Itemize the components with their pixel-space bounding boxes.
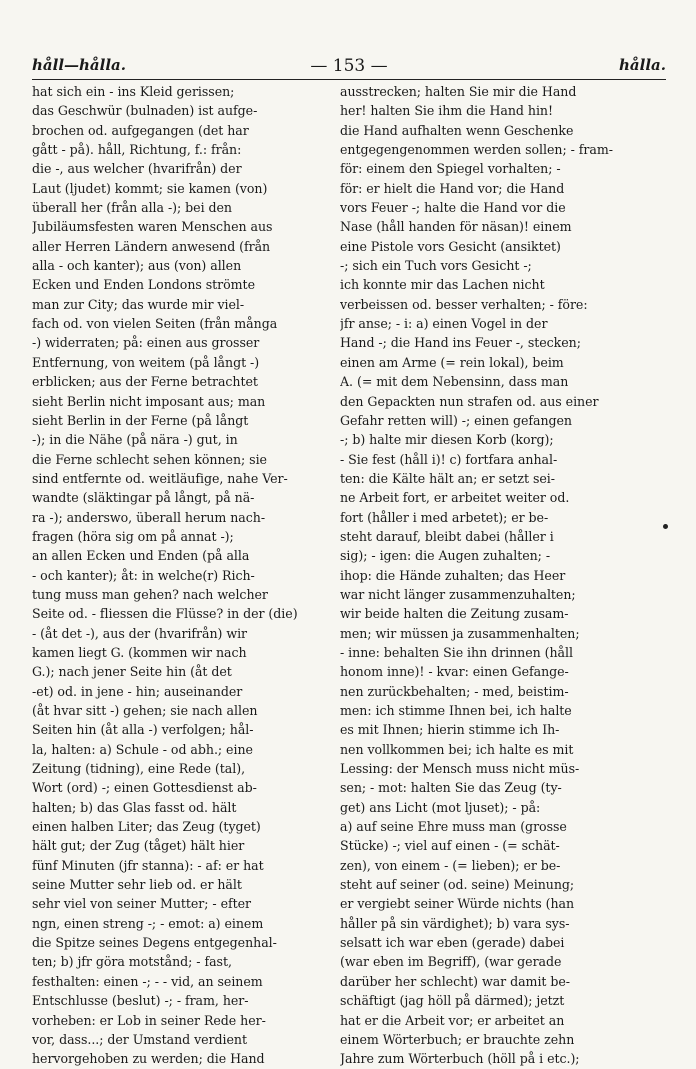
text-line: A. (= mit dem Nebensinn, dass man xyxy=(340,374,569,390)
text-line: verbeissen od. besser verhalten; - före: xyxy=(340,296,588,312)
text-line: Nase (håll handen för näsan)! einem xyxy=(340,219,572,235)
text-line: nen vollkommen bei; ich halte es mit xyxy=(340,741,574,757)
text-line: hervorgehoben zu werden; die Hand xyxy=(32,1051,265,1067)
text-line: hat er die Arbeit vor; er arbeitet an xyxy=(340,1012,565,1028)
text-line: sind entfernte od. weitläufige, nahe Ver- xyxy=(32,470,288,486)
text-line: einen am Arme (= rein lokal), beim xyxy=(340,354,564,370)
text-line: ten; b) jfr göra motstånd; - fast, xyxy=(32,954,232,970)
text-line: la, halten: a) Schule - od abh.; eine xyxy=(32,741,253,757)
text-line: fragen (höra sig om på annat -); xyxy=(32,528,234,544)
text-line: nen zurückbehalten; - med, beistim- xyxy=(340,683,569,699)
text-line: Gefahr retten will) -; einen gefangen xyxy=(340,412,572,428)
text-line: Wort (ord) -; einen Gottesdienst ab- xyxy=(32,780,257,796)
text-line: aller Herren Ländern anwesend (från xyxy=(32,238,271,254)
page-header xyxy=(32,56,666,76)
text-line: es mit Ihnen; hierin stimme ich Ih- xyxy=(340,722,560,738)
text-line: Zeitung (tidning), eine Rede (tal), xyxy=(32,761,246,777)
text-line: sieht Berlin in der Ferne (på långt xyxy=(32,412,249,428)
text-line: seine Mutter sehr lieb od. er hält xyxy=(32,877,242,893)
text-line: för: er hielt die Hand vor; die Hand xyxy=(340,180,565,196)
text-line: Seiten hin (åt alla -) verfolgen; hål- xyxy=(32,722,254,738)
text-line: sehr viel von seiner Mutter; - efter xyxy=(32,896,251,912)
text-line: ra -); anderswo, überall herum nach- xyxy=(32,509,266,525)
text-line: brochen od. aufgegangen (det har xyxy=(32,122,249,138)
text-line: die Hand aufhalten wenn Geschenke xyxy=(340,122,574,138)
text-line: einem Wörterbuch; er brauchte zehn xyxy=(340,1031,575,1047)
text-line: hat sich ein - ins Kleid gerissen; xyxy=(32,84,235,99)
text-line: jfr anse; - i: a) einen Vogel in der xyxy=(340,316,548,332)
text-line: fünf Minuten (jfr stanna): - af: er hat xyxy=(32,857,264,873)
text-line: fort (håller i med arbetet); er be- xyxy=(340,509,549,525)
text-line: ausstrecken; halten Sie mir die Hand xyxy=(340,84,577,99)
left-column xyxy=(32,82,336,1069)
text-line: ngn, einen streng -; - emot: a) einem xyxy=(32,915,264,931)
text-line: er vergiebt seiner Würde nichts (han xyxy=(340,896,575,912)
text-line: för: einem den Spiegel vorhalten; - xyxy=(340,161,561,177)
text-line: einen halben Liter; das Zeug (tyget) xyxy=(32,819,261,835)
text-line: get) ans Licht (mot ljuset); - på: xyxy=(340,799,541,815)
text-line: Jubiläumsfesten waren Menschen aus xyxy=(32,219,273,235)
text-line: wir beide halten die Zeitung zusam- xyxy=(340,606,569,622)
text-line: alla - och kanter); aus (von) allen xyxy=(32,258,242,274)
text-line: men; wir müssen ja zusammenhalten; xyxy=(340,625,580,641)
text-line: håller på sin värdighet); b) vara sys- xyxy=(340,915,570,931)
text-line: Hand -; die Hand ins Feuer -, stecken; xyxy=(340,335,581,351)
text-line: - och kanter); åt: in welche(r) Rich- xyxy=(32,567,255,583)
text-line: steht auf seiner (od. seine) Meinung; xyxy=(340,877,575,893)
text-line: war nicht länger zusammenzuhalten; xyxy=(340,586,576,602)
text-line: vor, dass...; der Umstand verdient xyxy=(32,1031,247,1047)
text-line: -; b) halte mir diesen Korb (korg); xyxy=(340,432,554,448)
text-line: ne Arbeit fort, er arbeitet weiter od. xyxy=(340,490,570,506)
text-line: (åt hvar sitt -) gehen; sie nach allen xyxy=(32,703,258,718)
text-line: Seite od. - fliessen die Flüsse? in der (die) xyxy=(32,606,298,622)
header-rule xyxy=(32,79,666,80)
text-line: Stücke) -; viel auf einen - (= schät- xyxy=(340,838,560,854)
text-line: schäftigt (jag höll på därmed); jetzt xyxy=(340,993,565,1009)
text-line: halten; b) das Glas fasst od. hält xyxy=(32,799,237,815)
text-line: steht darauf, bleibt dabei (håller i xyxy=(340,528,554,544)
right-column xyxy=(340,82,652,1069)
text-line: die -, aus welcher (hvarifrån) der xyxy=(32,161,242,177)
text-line: kamen liegt G. (kommen wir nach xyxy=(32,644,247,660)
text-line: vors Feuer -; halte die Hand vor die xyxy=(340,200,566,216)
text-line: hält gut; der Zug (tåget) hält hier xyxy=(32,838,245,854)
text-line: Laut (ljudet) kommt; sie kamen (von) xyxy=(32,180,268,196)
text-line: men: ich stimme Ihnen bei, ich halte xyxy=(340,703,572,718)
text-line: gått - på). håll, Richtung, f.: från: xyxy=(32,142,242,158)
text-line: Ecken und Enden Londons strömte xyxy=(32,277,255,293)
text-line: festhalten: einen -; - - vid, an seinem xyxy=(32,973,263,989)
text-line: erblicken; aus der Ferne betrachtet xyxy=(32,374,258,390)
text-line: man zur City; das wurde mir viel- xyxy=(32,296,245,312)
header-right-guideword: hålla. xyxy=(619,56,666,74)
text-line: tung muss man gehen? nach welcher xyxy=(32,586,268,602)
text-line: -et) od. in jene - hin; auseinander xyxy=(32,683,243,699)
text-line: an allen Ecken und Enden (på alla xyxy=(32,548,250,564)
text-line: darüber her schlecht) war damit be- xyxy=(340,973,571,989)
text-line: Entfernung, von weitem (på långt -) xyxy=(32,354,260,370)
text-line: ich konnte mir das Lachen nicht xyxy=(340,277,545,293)
text-line: her! halten Sie ihm die Hand hin! xyxy=(340,103,553,119)
margin-dot xyxy=(663,524,668,529)
text-line: -; sich ein Tuch vors Gesicht -; xyxy=(340,258,532,274)
text-line: die Spitze seines Degens entgegenhal- xyxy=(32,935,277,951)
text-line: -); in die Nähe (på nära -) gut, in xyxy=(32,432,238,448)
text-line: die Ferne schlecht sehen können; sie xyxy=(32,451,267,467)
text-line: Entschlusse (beslut) -; - fram, her- xyxy=(32,993,249,1009)
page-number: — 153 — xyxy=(310,56,388,76)
text-line: das Geschwür (bulnaden) ist aufge- xyxy=(32,103,258,119)
text-line: überall her (från alla -); bei den xyxy=(32,200,232,216)
text-line: - (åt det -), aus der (hvarifrån) wir xyxy=(32,625,248,641)
text-line: den Gepackten nun strafen od. aus einer xyxy=(340,393,599,409)
text-line: wandte (släktingar på långt, på nä- xyxy=(32,490,255,506)
text-line: -) widerraten; på: einen aus grosser xyxy=(32,335,260,351)
text-line: ihop: die Hände zuhalten; das Heer xyxy=(340,567,566,583)
text-line: sieht Berlin nicht imposant aus; man xyxy=(32,393,266,409)
text-line: ten: die Kälte hält an; er setzt sei- xyxy=(340,470,555,486)
text-line: sig); - igen: die Augen zuhalten; - xyxy=(340,548,551,564)
text-line: sen; - mot: halten Sie das Zeug (ty- xyxy=(340,780,562,796)
text-line: Jahre zum Wörterbuch (höll på i etc.); xyxy=(340,1051,580,1067)
text-line: (war eben im Begriff), (war gerade xyxy=(340,954,562,970)
header-left-guideword: håll—hålla. xyxy=(32,56,126,74)
text-line: G.); nach jener Seite hin (åt det xyxy=(32,664,232,680)
text-line: eine Pistole vors Gesicht (ansiktet) xyxy=(340,238,561,254)
text-line: honom inne)! - kvar: einen Gefange- xyxy=(340,664,569,680)
text-line: Lessing: der Mensch muss nicht müs- xyxy=(340,761,580,777)
text-line: entgegengenommen werden sollen; - fram- xyxy=(340,142,613,158)
text-line: fach od. von vielen Seiten (från många xyxy=(32,316,278,332)
text-line: selsatt ich war eben (gerade) dabei xyxy=(340,935,565,951)
text-line: vorheben: er Lob in seiner Rede her- xyxy=(32,1012,266,1028)
text-line: zen), von einem - (= lieben); er be- xyxy=(340,857,561,873)
text-line: a) auf seine Ehre muss man (grosse xyxy=(340,819,567,835)
text-line: - inne: behalten Sie ihn drinnen (håll xyxy=(340,644,573,660)
text-line: - Sie fest (håll i)! c) fortfara anhal- xyxy=(340,451,558,467)
